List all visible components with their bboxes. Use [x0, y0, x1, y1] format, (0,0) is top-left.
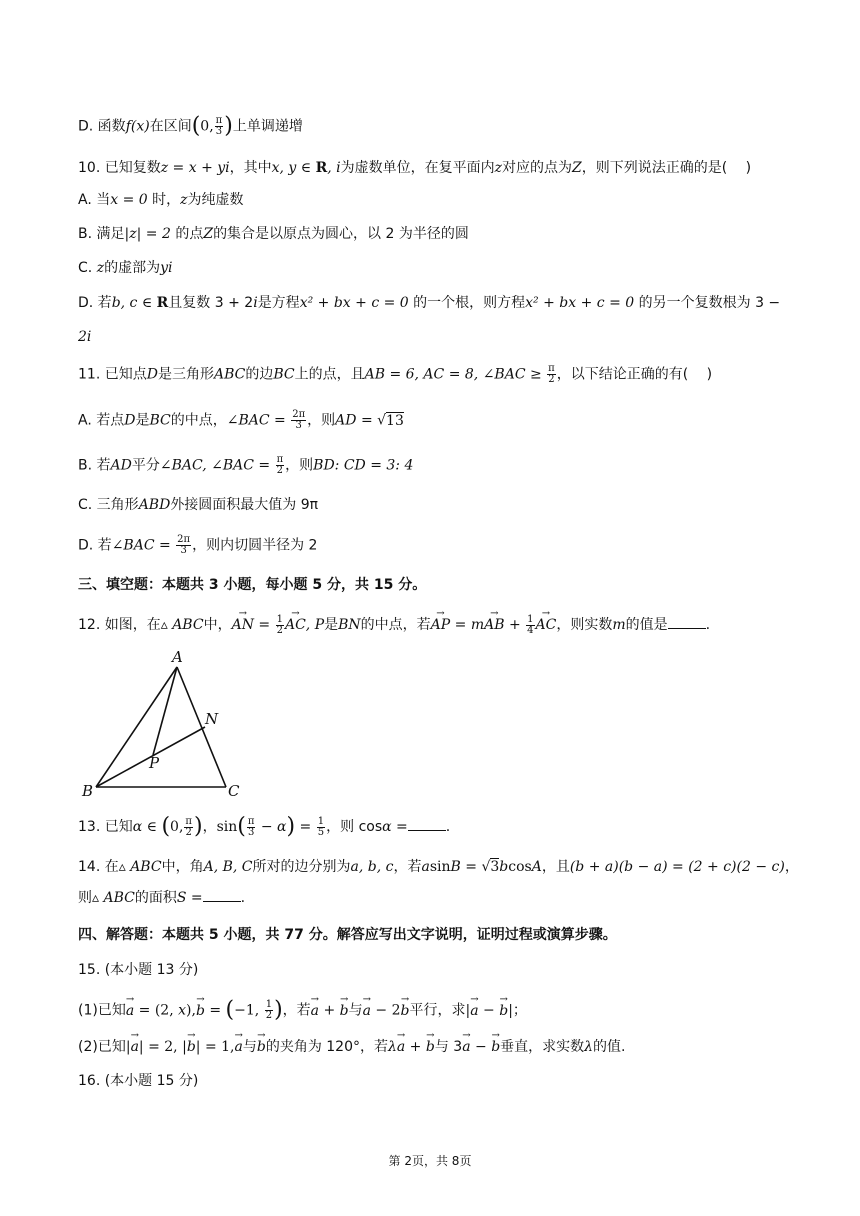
q13-stem: 13. 已知α ∈ (0, $\frac{\pi}{2}$ )，sin( $\frac{\pi}{3}$ − α) = $\frac{1}{5}$ ，则 cosα = . — [78, 814, 451, 839]
q9-optD-mid: 在区间 — [149, 118, 192, 135]
q9-optD-text: D. 函数 — [78, 118, 126, 135]
frac-2pi-3: $\frac{2\pi}{3}$ — [292, 409, 306, 431]
answer-blank[interactable] — [203, 887, 241, 902]
label-c: C — [228, 782, 240, 800]
frac-pi-3: $\frac{\pi}{3}$ — [215, 115, 223, 137]
q15-part1: (1)已知→ a = (2, x),→ b = (−1, $\frac{1}{2}$ )，若→ a + → b与→ a − 2→ b平行，求|→ a − → b|； — [78, 1000, 527, 1021]
q10-option-c: C. z的虚部为yi — [78, 260, 173, 276]
paren-close: ) — [224, 113, 233, 139]
section-4-heading: 四、解答题：本题共 5 小题，共 77 分。解答应写出文字说明，证明过程或演算步骤。 — [78, 927, 617, 943]
q9-optD-f: f(x) — [125, 118, 150, 135]
q11-stem: 11. 已知点D是三角形ABC的边BC上的点，且AB = 6, AC = 8, ∠BAC ≥ $\frac{\pi}{2}$ ，以下结论正确的有( ) — [78, 363, 713, 385]
paren-open: ( — [191, 113, 201, 139]
frac-pi-2: $\frac{\pi}{2}$ — [548, 363, 555, 385]
answer-blank[interactable] — [668, 614, 706, 629]
q9-option-d — [78, 113, 303, 139]
sqrt-13: √13 — [377, 412, 404, 429]
q15-heading: 15. (本小题 13 分) — [78, 962, 199, 978]
edge-ab — [96, 667, 177, 787]
frac-pi-2: $\frac{\pi}{2}$ — [276, 454, 284, 476]
edge-ac — [177, 667, 226, 787]
frac-2pi-3: $\frac{2\pi}{3}$ — [177, 534, 191, 556]
q10-option-d: D. 若b, c ∈ R且复数 3 + 2i是方程x² + bx + c = 0 的一个根，则方程x² + bx + c = 0 的另一个复数根为 3 − — [78, 295, 781, 311]
label-b: B — [82, 782, 94, 800]
q10-option-b: B. 满足|z| = 2 的点Z的集合是以原点为圆心，以 2 为半径的圆 — [78, 226, 469, 242]
q11-option-d: D. 若∠BAC = $\frac{2\pi}{3}$ ，则内切圆半径为 2 — [78, 534, 318, 556]
page-footer: 第 2页，共 8页 — [388, 1154, 472, 1168]
segment-ap — [153, 667, 177, 755]
q11-option-b: B. 若AD平分∠BAC, ∠BAC = $\frac{\pi}{2}$ ，则BD: CD = 3: 4 — [78, 454, 414, 476]
q15-part2: (2)已知|→ a| = 2, |→ b| = 1,→ a与→ b的夹角为 120°，若λ→ a + → b与 3→ a − → b垂直，求实数λ的值. — [78, 1037, 626, 1057]
q10-option-a: A. 当x = 0 时，z为纯虚数 — [78, 192, 244, 208]
q14-stem: 14. 在▵ ABC中，角A, B, C所对的边分别为a, b, c，若asinB = √3bcosA，且(b + a)(b − a) = (2 + c)(2 − c)， — [78, 859, 799, 875]
q11-option-a: A. 若点D是BC的中点，∠BAC = $\frac{2\pi}{3}$ ，则AD = √13 — [78, 409, 404, 431]
q11-option-c: C. 三角形ABD外接圆面积最大值为 9π — [78, 497, 319, 513]
triangle-figure — [76, 646, 256, 802]
q12-stem: 12. 如图，在▵ ABC中，→ AN = $\frac{1}{2}$ → AC, P是BN的中点，若→ AP = m→ AB + $\frac{1}{4}$ → AC，则实数m的值是 . — [78, 614, 710, 636]
section-3-heading: 三、填空题：本题共 3 小题，每小题 5 分，共 15 分。 — [78, 577, 427, 593]
q9-optD-post: 上单调递增 — [232, 118, 303, 135]
q10-stem: 10. 已知复数z = x + yi，其中x, y ∈ R, i为虚数单位，在复平面内z对应的点为Z，则下列说法正确的是( ) — [78, 160, 752, 176]
label-a: A — [172, 648, 183, 666]
label-n: N — [205, 710, 219, 728]
interval-zero: 0, — [200, 118, 214, 135]
label-p: P — [149, 754, 160, 772]
q16-heading: 16. (本小题 15 分) — [78, 1073, 199, 1089]
answer-blank[interactable] — [408, 816, 446, 831]
q10-option-d-cont: 2i — [78, 329, 92, 345]
q14-stem-line2: 则▵ ABC的面积S = . — [78, 887, 245, 908]
